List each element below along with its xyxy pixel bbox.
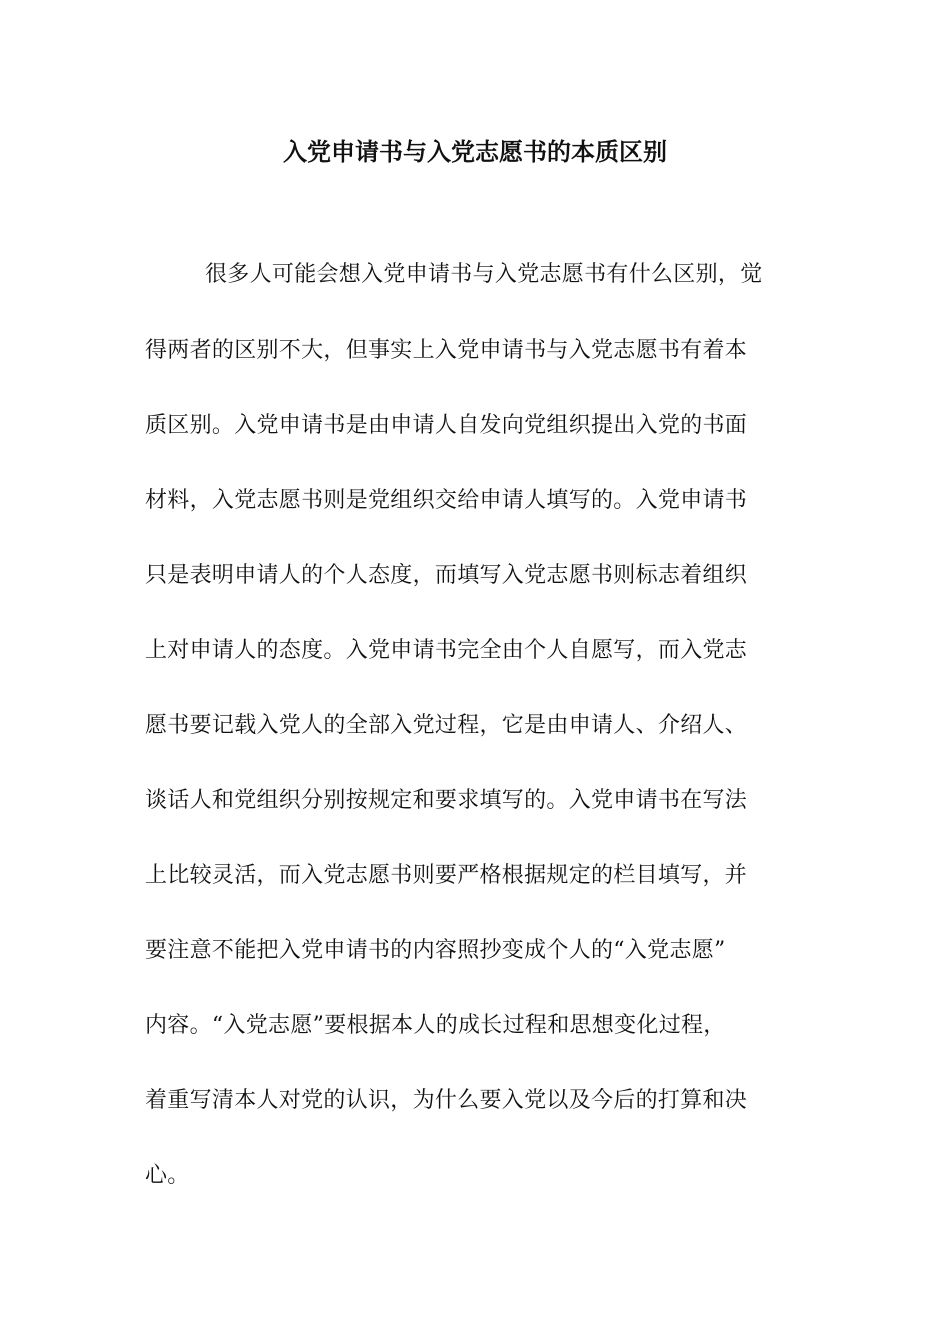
paragraph-line: 得两者的区别不大，但事实上入党申请书与入党志愿书有着本 — [145, 338, 748, 363]
paragraph-line: 内容。“入党志愿”要根据本人的成长过程和思想变化过程， — [145, 1013, 726, 1038]
paragraph-line: 上比较灵活，而入党志愿书则要严格根据规定的栏目填写，并 — [145, 863, 748, 888]
paragraph-line: 谈话人和党组织分别按规定和要求填写的。入党申请书在写法 — [145, 788, 748, 813]
paragraph-line: 心。 — [145, 1163, 190, 1188]
paragraph-line: 上对申请人的态度。入党申请书完全由个人自愿写，而入党志 — [145, 638, 748, 663]
document-title: 入党申请书与入党志愿书的本质区别 — [283, 137, 667, 166]
paragraph-line: 愿书要记载入党人的全部入党过程，它是由申请人、介绍人、 — [145, 713, 748, 738]
paragraph-line: 很多人可能会想入党申请书与入党志愿书有什么区别，觉 — [205, 262, 763, 287]
paragraph-line: 着重写清本人对党的认识，为什么要入党以及今后的打算和决 — [145, 1088, 748, 1113]
paragraph-line: 要注意不能把入党申请书的内容照抄变成个人的“入党志愿” — [145, 938, 726, 963]
paragraph-line: 只是表明申请人的个人态度，而填写入党志愿书则标志着组织 — [145, 563, 748, 588]
paragraph-line: 材料，入党志愿书则是党组织交给申请人填写的。入党申请书 — [145, 488, 748, 513]
paragraph-line: 质区别。入党申请书是由申请人自发向党组织提出入党的书面 — [145, 413, 748, 438]
